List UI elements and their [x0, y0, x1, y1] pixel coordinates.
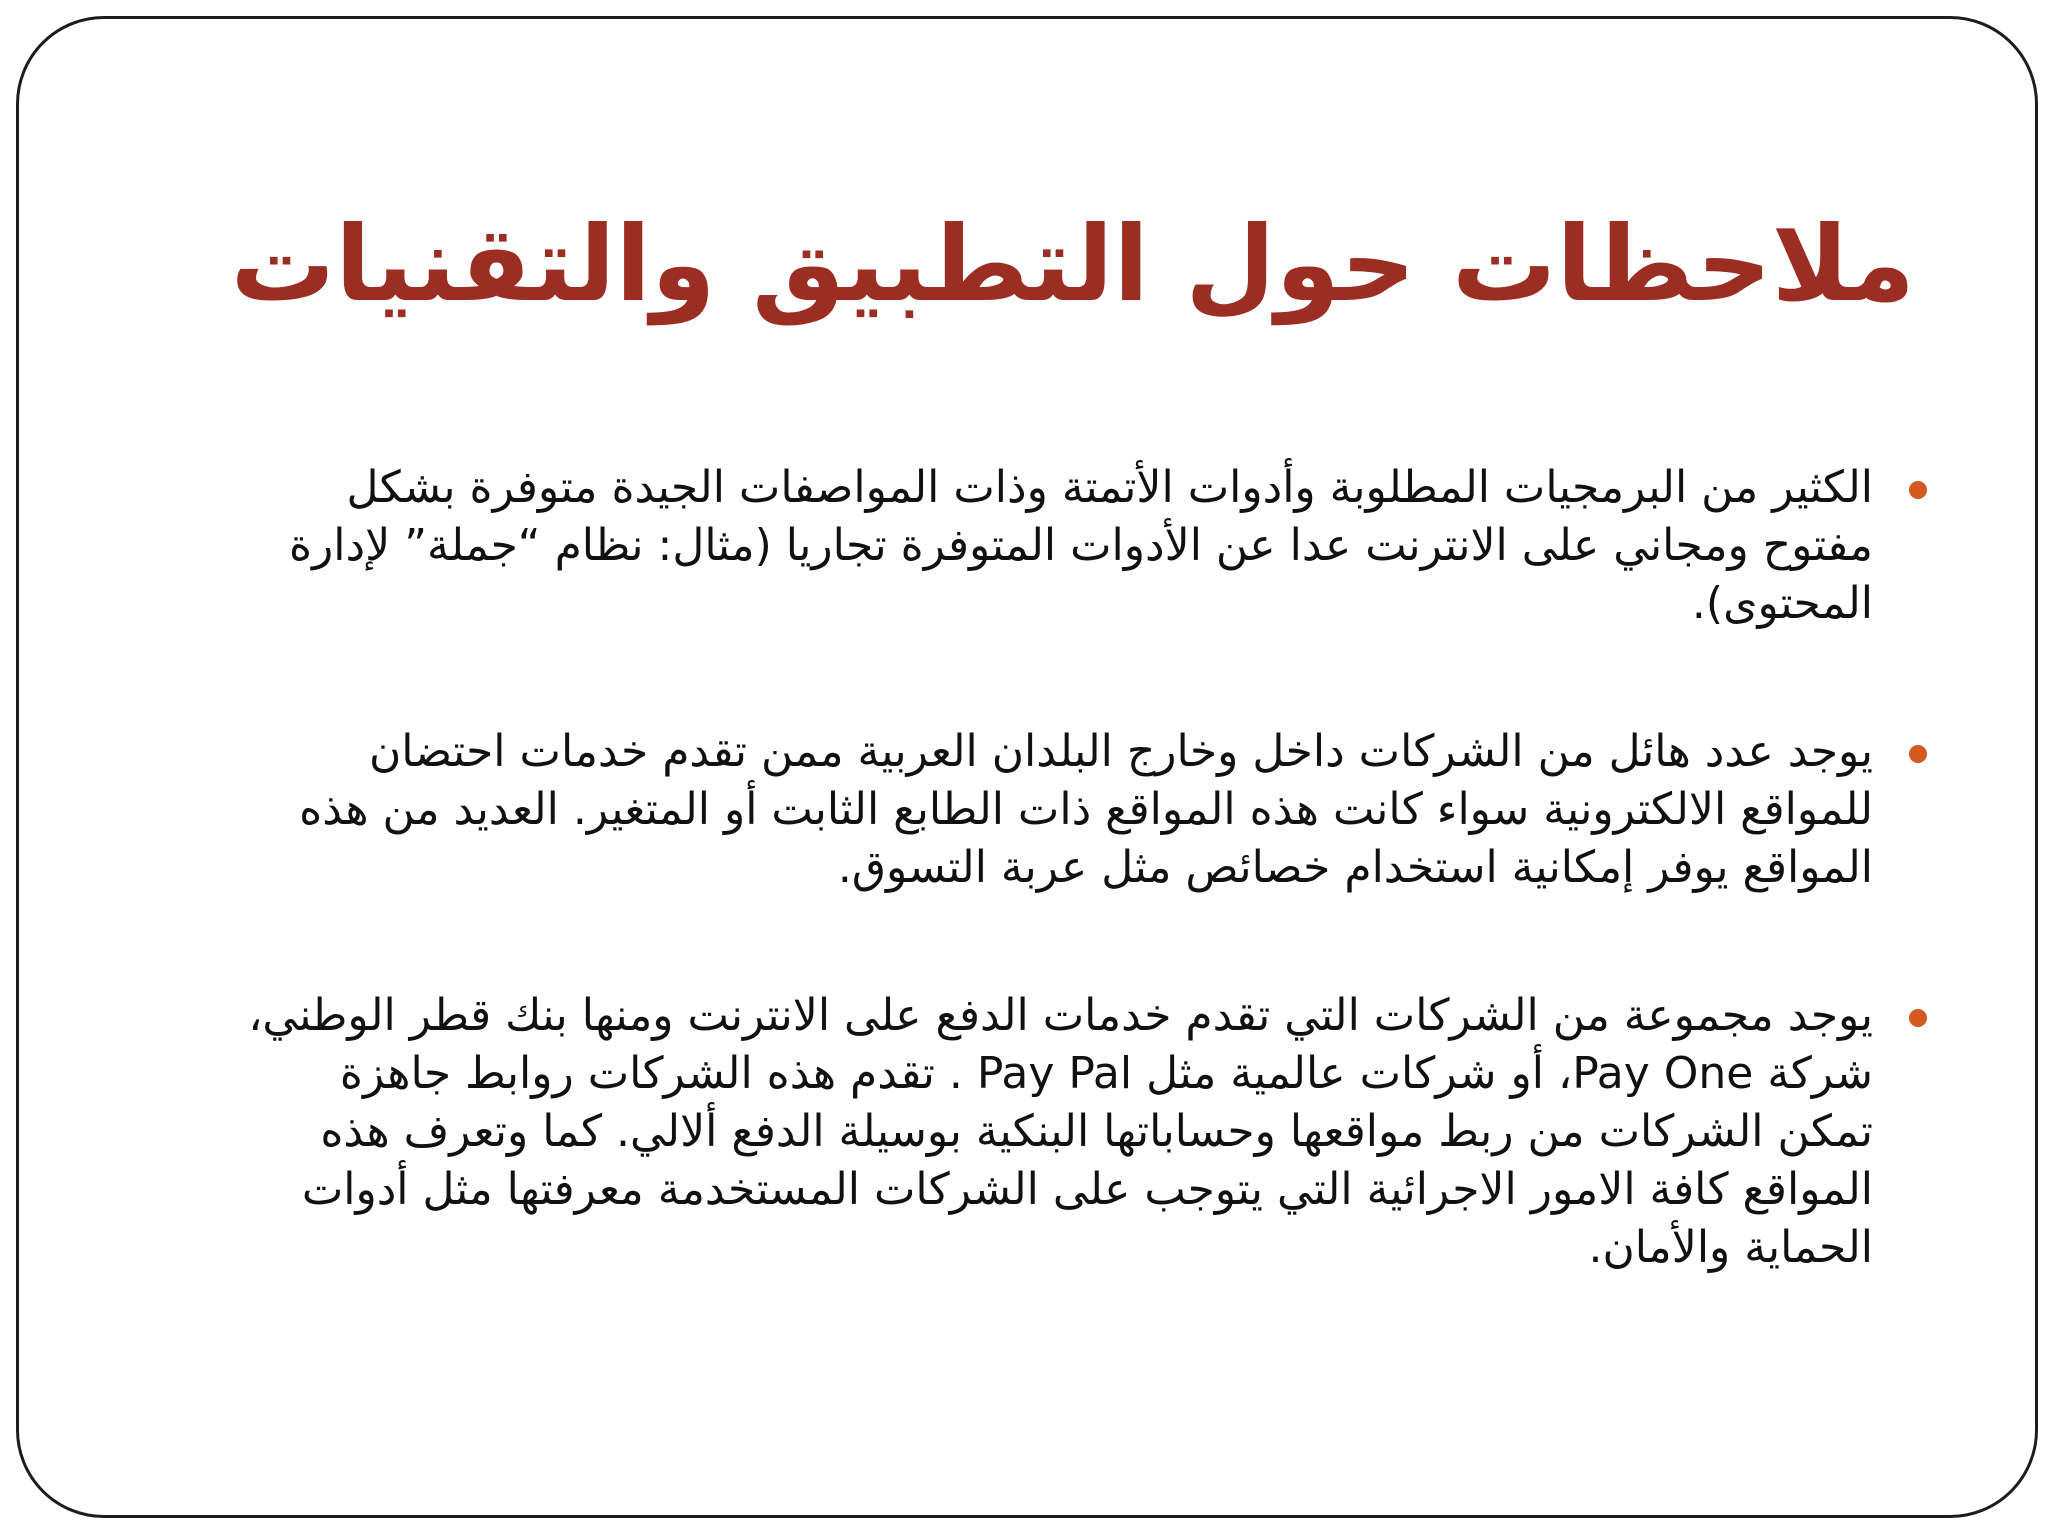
bullet-text-2: يوجد عدد هائل من الشركات داخل وخارج البلدان العربية ممن تقدم خدمات احتضان للمواقع الالكترونية سواء كانت هذه المواقع ذات الطابع الثابت أو المتغير. العديد من هذه المواقع يوفر إمكانية استخدام خصائص مثل عربة التسوق.	[299, 726, 1873, 893]
bullet-dot-icon	[1909, 1009, 1927, 1027]
slide-title: ملاحظات حول التطبيق والتقنيات	[230, 203, 1915, 325]
bullet-dot-icon	[1909, 481, 1927, 499]
bullet-item-1	[233, 459, 1873, 633]
slide-frame	[16, 16, 2038, 1518]
bullet-item-2	[233, 723, 1873, 897]
bullet-item-3	[233, 987, 1873, 1277]
bullet-dot-icon	[1909, 745, 1927, 763]
bullet-list	[233, 459, 1873, 1367]
bullet-text-1: الكثير من البرمجيات المطلوبة وأدوات الأتمتة وذات المواصفات الجيدة متوفرة بشكل مفتوح ومجاني على الانترنت عدا عن الأدوات المتوفرة تجاريا (مثال: نظام “جملة” لإدارة المحتوى).	[289, 462, 1873, 629]
bullet-text-3: يوجد مجموعة من الشركات التي تقدم خدمات الدفع على الانترنت ومنها بنك قطر الوطني، شركة Pay One، أو شركات عالمية مثل Pay Pal . تقدم هذه الشركات روابط جاهزة تمكن الشركات من ربط مواقعها وحساباتها البنكية بوسيلة الدفع ألالي. كما وتعرف هذه المواقع كافة الامور الاجرائية التي يتوجب على الشركات المستخدمة معرفتها مثل أدوات الحماية والأمان.	[248, 990, 1873, 1273]
